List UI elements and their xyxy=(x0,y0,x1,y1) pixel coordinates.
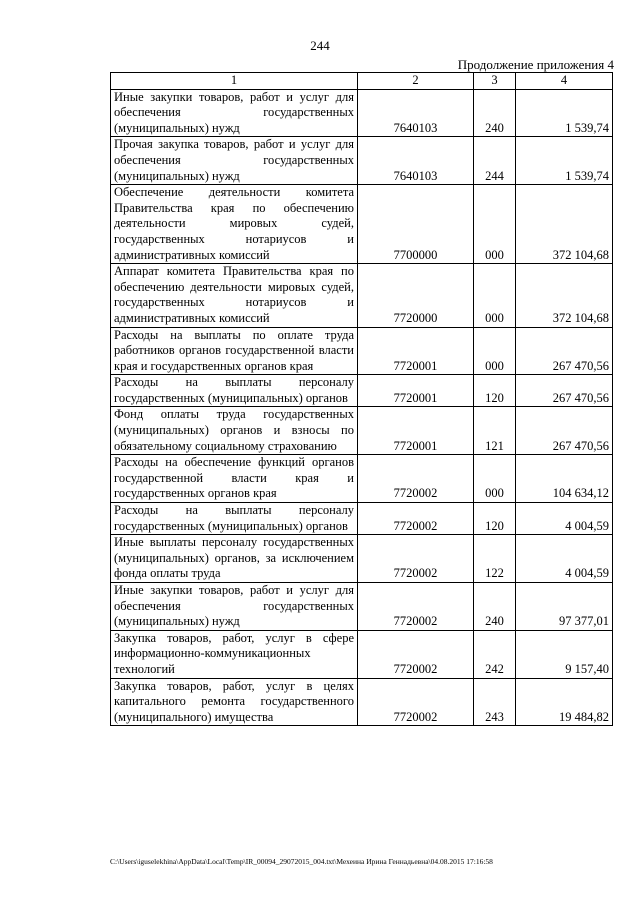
row-name: Иные выплаты персоналу государственных (муниципальных) органов, за исключением фонда оплаты труда xyxy=(111,535,358,583)
row-amount: 19 484,82 xyxy=(516,678,613,726)
row-name: Расходы на выплаты по оплате труда работников органов государственной власти края и государственных органов края xyxy=(111,327,358,375)
row-name: Аппарат комитета Правительства края по обеспечению деятельности мировых судей, государственных нотариусов и административных комиссий xyxy=(111,264,358,327)
row-code: 7640103 xyxy=(358,137,474,185)
row-code: 7720001 xyxy=(358,375,474,407)
row-type: 000 xyxy=(474,327,516,375)
table-row xyxy=(111,503,613,535)
row-amount: 97 377,01 xyxy=(516,583,613,631)
row-amount: 104 634,12 xyxy=(516,455,613,503)
table-row xyxy=(111,407,613,455)
row-type: 120 xyxy=(474,375,516,407)
row-amount: 267 470,56 xyxy=(516,407,613,455)
row-code: 7720000 xyxy=(358,264,474,327)
table-row xyxy=(111,678,613,726)
row-amount: 267 470,56 xyxy=(516,375,613,407)
row-amount: 372 104,68 xyxy=(516,264,613,327)
row-type: 000 xyxy=(474,455,516,503)
header-col-4: 4 xyxy=(516,73,613,90)
row-name: Иные закупки товаров, работ и услуг для обеспечения государственных (муниципальных) нужд xyxy=(111,89,358,137)
header-col-3: 3 xyxy=(474,73,516,90)
footer-file-path: C:\Users\iguselekhina\AppData\Local\Temp\IR_00094_29072015_004.txt\Мехеина Ирина Геннадьевна\04.08.2015 17:16:58 xyxy=(110,857,493,866)
row-type: 240 xyxy=(474,583,516,631)
row-name: Прочая закупка товаров, работ и услуг для обеспечения государственных (муниципальных) нужд xyxy=(111,137,358,185)
table-row xyxy=(111,583,613,631)
row-type: 121 xyxy=(474,407,516,455)
row-name: Расходы на выплаты персоналу государственных (муниципальных) органов xyxy=(111,375,358,407)
table-row xyxy=(111,455,613,503)
row-code: 7720002 xyxy=(358,503,474,535)
row-code: 7640103 xyxy=(358,89,474,137)
row-name: Иные закупки товаров, работ и услуг для обеспечения государственных (муниципальных) нужд xyxy=(111,583,358,631)
row-amount: 4 004,59 xyxy=(516,535,613,583)
row-code: 7720002 xyxy=(358,535,474,583)
table-row xyxy=(111,185,613,264)
row-code: 7720002 xyxy=(358,630,474,678)
table-row xyxy=(111,375,613,407)
table-row xyxy=(111,535,613,583)
budget-table xyxy=(110,72,613,726)
row-amount: 372 104,68 xyxy=(516,185,613,264)
row-code: 7720001 xyxy=(358,407,474,455)
row-type: 243 xyxy=(474,678,516,726)
header-col-1: 1 xyxy=(111,73,358,90)
table-row xyxy=(111,630,613,678)
row-name: Расходы на выплаты персоналу государственных (муниципальных) органов xyxy=(111,503,358,535)
continuation-label: Продолжение приложения 4 xyxy=(457,57,614,72)
row-amount: 4 004,59 xyxy=(516,503,613,535)
table-row xyxy=(111,89,613,137)
table-row xyxy=(111,327,613,375)
row-name: Фонд оплаты труда государственных (муниципальных) органов и взносы по обязательному социальному страхованию xyxy=(111,407,358,455)
row-code: 7720002 xyxy=(358,455,474,503)
row-name: Расходы на обеспечение функций органов государственной власти края и государственных органов края xyxy=(111,455,358,503)
row-code: 7720002 xyxy=(358,678,474,726)
row-type: 000 xyxy=(474,185,516,264)
table-row xyxy=(111,137,613,185)
page-number: 244 xyxy=(310,38,330,53)
row-type: 240 xyxy=(474,89,516,137)
row-type: 244 xyxy=(474,137,516,185)
row-type: 242 xyxy=(474,630,516,678)
row-amount: 267 470,56 xyxy=(516,327,613,375)
row-code: 7720002 xyxy=(358,583,474,631)
row-amount: 1 539,74 xyxy=(516,137,613,185)
row-name: Обеспечение деятельности комитета Правительства края по обеспечению деятельности мировых судей, государственных нотариусов и административных комиссий xyxy=(111,185,358,264)
row-name: Закупка товаров, работ, услуг в сфере информационно-коммуникационных технологий xyxy=(111,630,358,678)
header-col-2: 2 xyxy=(358,73,474,90)
row-code: 7700000 xyxy=(358,185,474,264)
row-type: 120 xyxy=(474,503,516,535)
header-row xyxy=(111,73,613,90)
row-type: 122 xyxy=(474,535,516,583)
row-code: 7720001 xyxy=(358,327,474,375)
row-type: 000 xyxy=(474,264,516,327)
row-amount: 9 157,40 xyxy=(516,630,613,678)
table-row xyxy=(111,264,613,327)
row-name: Закупка товаров, работ, услуг в целях капитального ремонта государственного (муниципального) имущества xyxy=(111,678,358,726)
row-amount: 1 539,74 xyxy=(516,89,613,137)
